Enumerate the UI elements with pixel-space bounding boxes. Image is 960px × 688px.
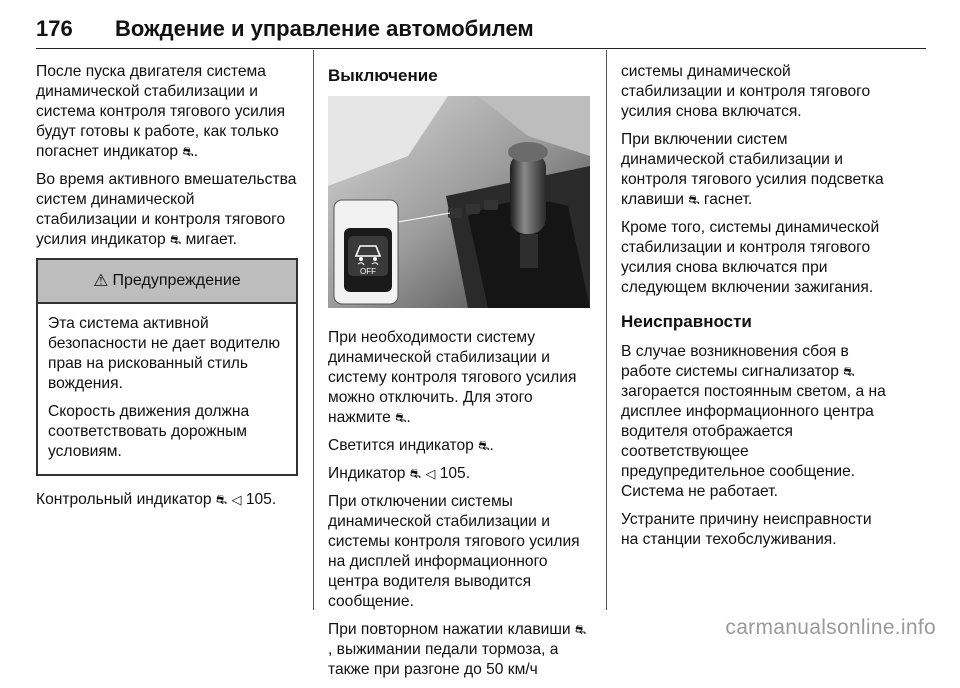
traction-control-off-icon: ⛐	[409, 466, 422, 481]
page-reference: 105.	[439, 465, 471, 482]
column-divider-1	[313, 50, 314, 610]
off-label: OFF	[360, 267, 376, 276]
text: Светится индикатор	[328, 437, 474, 454]
text: При включении систем динамической стабилизации и контроля тягового усилия подсветка клавиши	[621, 131, 884, 208]
column-divider-2	[606, 50, 607, 610]
warning-box	[36, 258, 298, 476]
reference-arrow-icon: ◁	[231, 492, 242, 507]
warning-body	[38, 304, 296, 474]
page-number: 176	[36, 16, 73, 41]
warning-title: Предупреждение	[112, 272, 241, 289]
column-1	[36, 62, 298, 518]
paragraph: Кроме того, системы динамической стабилизации и контроля тягового усилия снова включатся при следующем включении зажигания.	[621, 219, 880, 296]
paragraph: системы динамической стабилизации и контроля тягового усилия снова включатся.	[621, 63, 871, 120]
paragraph: При отключении системы динамической стабилизации и системы контроля тягового усилия на дисплей информационного центра водителя выводится сообщение.	[328, 493, 580, 610]
text: мигает.	[185, 231, 237, 248]
text: Контрольный индикатор	[36, 491, 212, 508]
column-3	[621, 62, 891, 558]
text: гаснет.	[703, 191, 753, 208]
header-rule	[36, 48, 926, 49]
warning-icon: ⚠	[93, 271, 109, 290]
traction-control-icon: ⛐	[843, 364, 855, 379]
reference-arrow-icon: ◁	[425, 466, 436, 481]
text: загорается постоянным светом, а на дисплее информационного центра водителя отображается соответствующее предупредительное сообщение. Система не работает.	[621, 383, 886, 500]
traction-control-off-icon: ⛐	[574, 622, 587, 637]
paragraph	[328, 620, 590, 680]
text: , выжимании педали тормоза, а также при разгоне до 50 км/ч	[328, 641, 559, 678]
warning-header	[38, 260, 296, 304]
paragraph	[36, 62, 298, 162]
traction-control-icon: ⛐	[215, 492, 228, 507]
watermark: carmanualsonline.info	[725, 616, 936, 639]
paragraph: Устраните причину неисправности на станции техобслуживания.	[621, 511, 872, 548]
paragraph	[621, 342, 891, 502]
traction-control-off-icon: ⛐	[688, 192, 700, 207]
warning-text: Эта система активной безопасности не дает водителю прав на рискованный стиль вождения.	[48, 315, 281, 392]
paragraph	[621, 130, 891, 210]
paragraph: Светится индикатор ⛐.	[328, 437, 494, 454]
paragraph	[36, 170, 298, 250]
traction-control-icon: ⛐	[182, 144, 194, 159]
gear-shifter-photo	[328, 96, 590, 308]
text: Индикатор	[328, 465, 406, 482]
text: При повторном нажатии клавиши	[328, 621, 571, 638]
text: .	[193, 143, 199, 160]
section-heading: Выключение	[328, 66, 438, 85]
text: Во время активного вмешательства систем динамической стабилизации и контроля тягового усилия индикатор	[36, 171, 297, 248]
column-2	[328, 66, 590, 688]
chapter-title: Вождение и управление автомобилем	[115, 16, 534, 41]
warning-text: Скорость движения должна соответствовать дорожным условиям.	[48, 403, 250, 460]
text: После пуска двигателя система динамической стабилизации и система контроля тягового усилия будут готовы к работе, как только погаснет индикатор	[36, 63, 286, 160]
text: В случае возникновения сбоя в работе системы сигнализатор	[621, 343, 849, 380]
paragraph	[36, 490, 298, 510]
paragraph: При необходимости систему динамической стабилизации и систему контроля тягового усилия можно отключить. Для этого нажмите ⛐.	[328, 329, 577, 426]
page-header	[36, 10, 926, 52]
text: При необходимости систему динамической стабилизации и систему контроля тягового усилия можно отключить. Для этого нажмите	[328, 329, 577, 426]
traction-control-off-icon: ⛐	[478, 438, 490, 453]
traction-control-off-icon: ⛐	[395, 410, 407, 425]
paragraph	[328, 464, 590, 484]
section-heading: Неисправности	[621, 312, 752, 331]
traction-control-icon: ⛐	[170, 232, 182, 247]
page-reference: 105.	[245, 491, 277, 508]
